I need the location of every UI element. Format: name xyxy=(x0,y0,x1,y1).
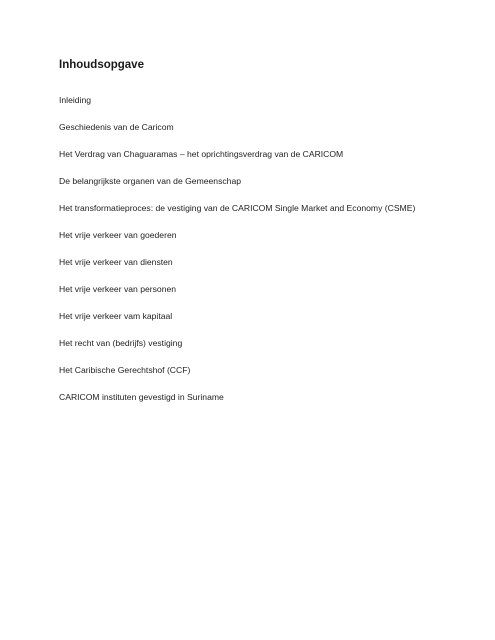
toc-item-geschiedenis: Geschiedenis van de Caricom xyxy=(59,122,174,132)
toc-item-verkeer-personen: Het vrije verkeer van personen xyxy=(59,284,177,294)
toc-item-gerechtshof: Het Caribische Gerechtshof (CCF) xyxy=(59,365,191,375)
toc-item-verkeer-goederen: Het vrije verkeer van goederen xyxy=(59,230,177,240)
toc-item-organen: De belangrijkste organen van de Gemeenschap xyxy=(59,176,242,186)
toc-item-recht-vestiging: Het recht van (bedrijfs) vestiging xyxy=(59,338,183,348)
toc-item-verkeer-diensten: Het vrije verkeer van diensten xyxy=(59,257,173,267)
table-of-contents xyxy=(59,94,439,418)
toc-item-inleiding: Inleiding xyxy=(59,95,92,105)
toc-item-verdrag-chaguaramas: Het Verdrag van Chaguaramas – het oprichtingsverdrag van de CARICOM xyxy=(59,149,344,159)
toc-item-instituten-suriname: CARICOM instituten gevestigd in Suriname xyxy=(59,392,224,402)
toc-item-transformatieproces: Het transformatieproces: de vestiging van de CARICOM Single Market and Economy (CSME) xyxy=(59,203,416,213)
toc-item-verkeer-kapitaal: Het vrije verkeer vam kapitaal xyxy=(59,311,173,321)
toc-heading: Inhoudsopgave xyxy=(59,59,144,71)
